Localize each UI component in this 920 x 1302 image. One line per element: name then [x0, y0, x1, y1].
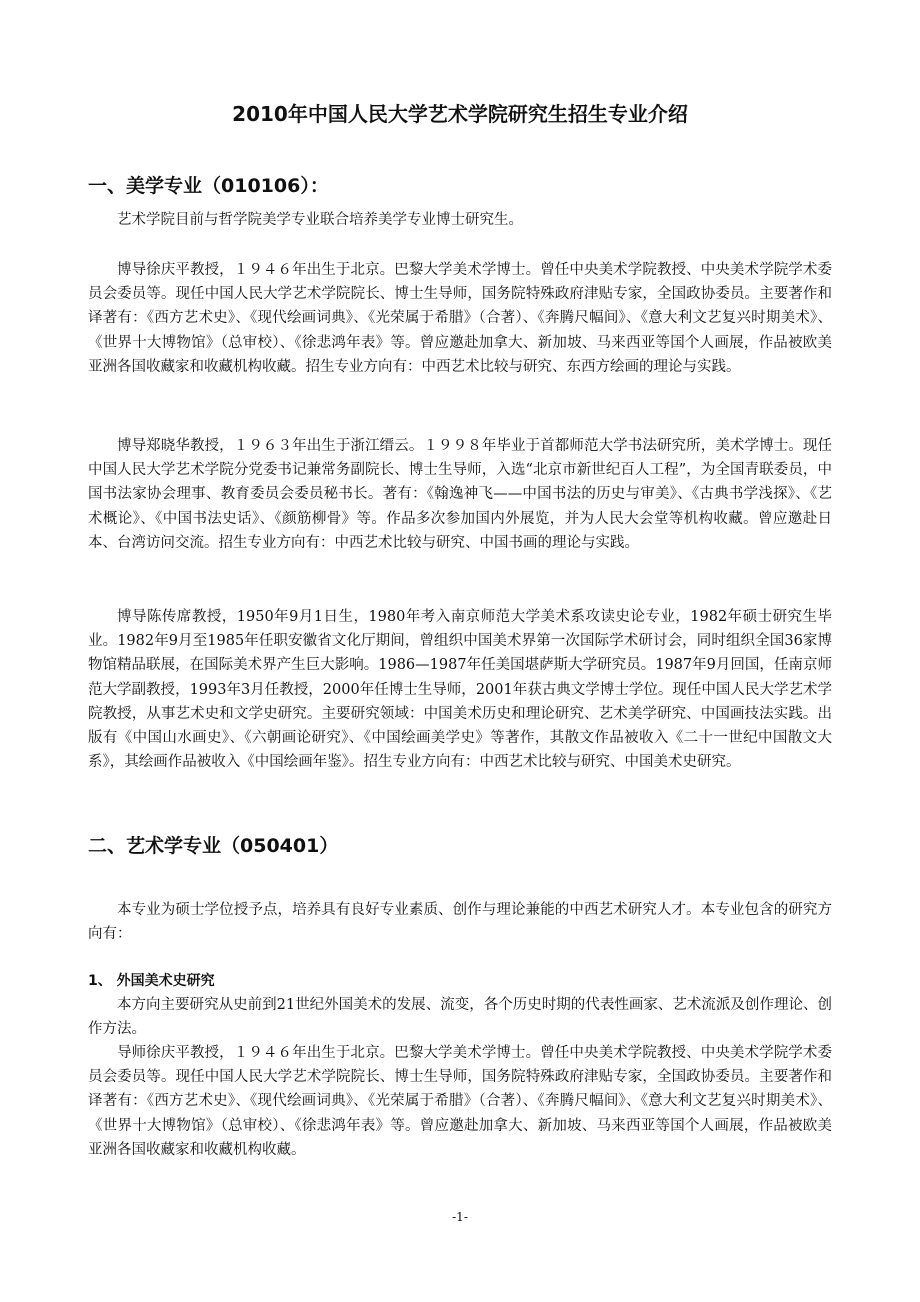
- paragraph-supervisor-xu: 博导徐庆平教授，１９４６年出生于北京。巴黎大学美术学博士。曾任中央美术学院教授、中央美术学院学术委员会委员等。现任中国人民大学艺术学院院长、博士生导师，国务院特殊政府津贴专家，全国政协委员。主要著作和译著有：《西方艺术史》、《现代绘画词典》、《光荣属于希腊》（合著）、《奔腾尺幅间》、《意大利文艺复兴时期美术》、《世界十大博物馆》（总审校）、《徐悲鸿年表》等。曾应邀赴加拿大、新加坡、马来西亚等国个人画展，作品被欧美亚洲各国收藏家和收藏机构收藏。招生专业方向有：中西艺术比较与研究、东西方绘画的理论与实践。: [88, 262, 832, 375]
- paragraph-advisor-xu: 导师徐庆平教授，１９４６年出生于北京。巴黎大学美术学博士。曾任中央美术学院教授、中央美术学院学术委员会委员等。现任中国人民大学艺术学院院长、博士生导师，国务院特殊政府津贴专家，全国政协委员。主要著作和译著有：《西方艺术史》、《现代绘画词典》、《光荣属于希腊》（合著）、《奔腾尺幅间》、《意大利文艺复兴时期美术》、《世界十大博物馆》（总审校）、《徐悲鸿年表》等。曾应邀赴加拿大、新加坡、马来西亚等国个人画展，作品被欧美亚洲各国收藏家和收藏机构收藏。: [88, 1045, 832, 1158]
- page-number: -1-: [452, 1210, 468, 1224]
- document-title: 2010年中国人民大学艺术学院研究生招生专业介绍: [232, 102, 688, 126]
- paragraph-supervisor-chen: 博导陈传席教授，1950年9月1日生，1980年考入南京师范大学美术系攻读史论专业，1982年硕士研究生毕业。1982年9月至1985年任职安徽省文化厅期间，曾组织中国美术界第一次国际学术研讨会，同时组织全国36家博物馆精品联展，在国际美术界产生巨大影响。1986—1987年任美国堪萨斯大学研究员。1987年9月回国，任南京师范大学副教授，1993年3月任教授，2000年任博士生导师，2001年获古典文学博士学位。现任中国人民大学艺术学院教授，从事艺术史和文学史研究。主要研究领域：中国美术历史和理论研究、艺术美学研究、中国画技法实践。出版有《中国山水画史》、《六朝画论研究》、《中国绘画美学史》等著作，其散文作品被收入《二十一世纪中国散文大系》，其绘画作品被收入《中国绘画年鉴》。招生专业方向有：中西艺术比较与研究、中国美术史研究。: [88, 609, 832, 771]
- subheading-foreign-art-history: 1、 外国美术史研究: [88, 973, 215, 989]
- paragraph-art-studies-intro: 本专业为硕士学位授予点，培养具有良好专业素质、创作与理论兼能的中西艺术研究人才。本专业包含的研究方向有：: [88, 902, 832, 943]
- section-heading-art-studies: 二、艺术学专业（050401）: [88, 835, 339, 857]
- section-heading-aesthetics: 一、美学专业（010106）：: [88, 175, 329, 197]
- paragraph-foreign-art-history-description: 本方向主要研究从史前到21世纪外国美术的发展、流变，各个历史时期的代表性画家、艺术流派及创作理论、创作方法。: [88, 997, 832, 1038]
- paragraph-supervisor-zheng: 博导郑晓华教授，１９６３年出生于浙江缙云。１９９８年毕业于首都师范大学书法研究所，美术学博士。现任中国人民大学艺术学院分党委书记兼常务副院长、博士生导师，入选“北京市新世纪百人工程”，为全国青联委员，中国书法家协会理事、教育委员会委员秘书长。著有：《翰逸神飞——中国书法的历史与审美》、《古典书学浅探》、《艺术概论》、《中国书法史话》、《颜筋柳骨》等。作品多次参加国内外展览，并为人民大会堂等机构收藏。曾应邀赴日本、台湾访问交流。招生专业方向有：中西艺术比较与研究、中国书画的理论与实践。: [88, 438, 832, 551]
- paragraph-aesthetics-intro: 艺术学院目前与哲学院美学专业联合培养美学专业博士研究生。: [117, 212, 523, 228]
